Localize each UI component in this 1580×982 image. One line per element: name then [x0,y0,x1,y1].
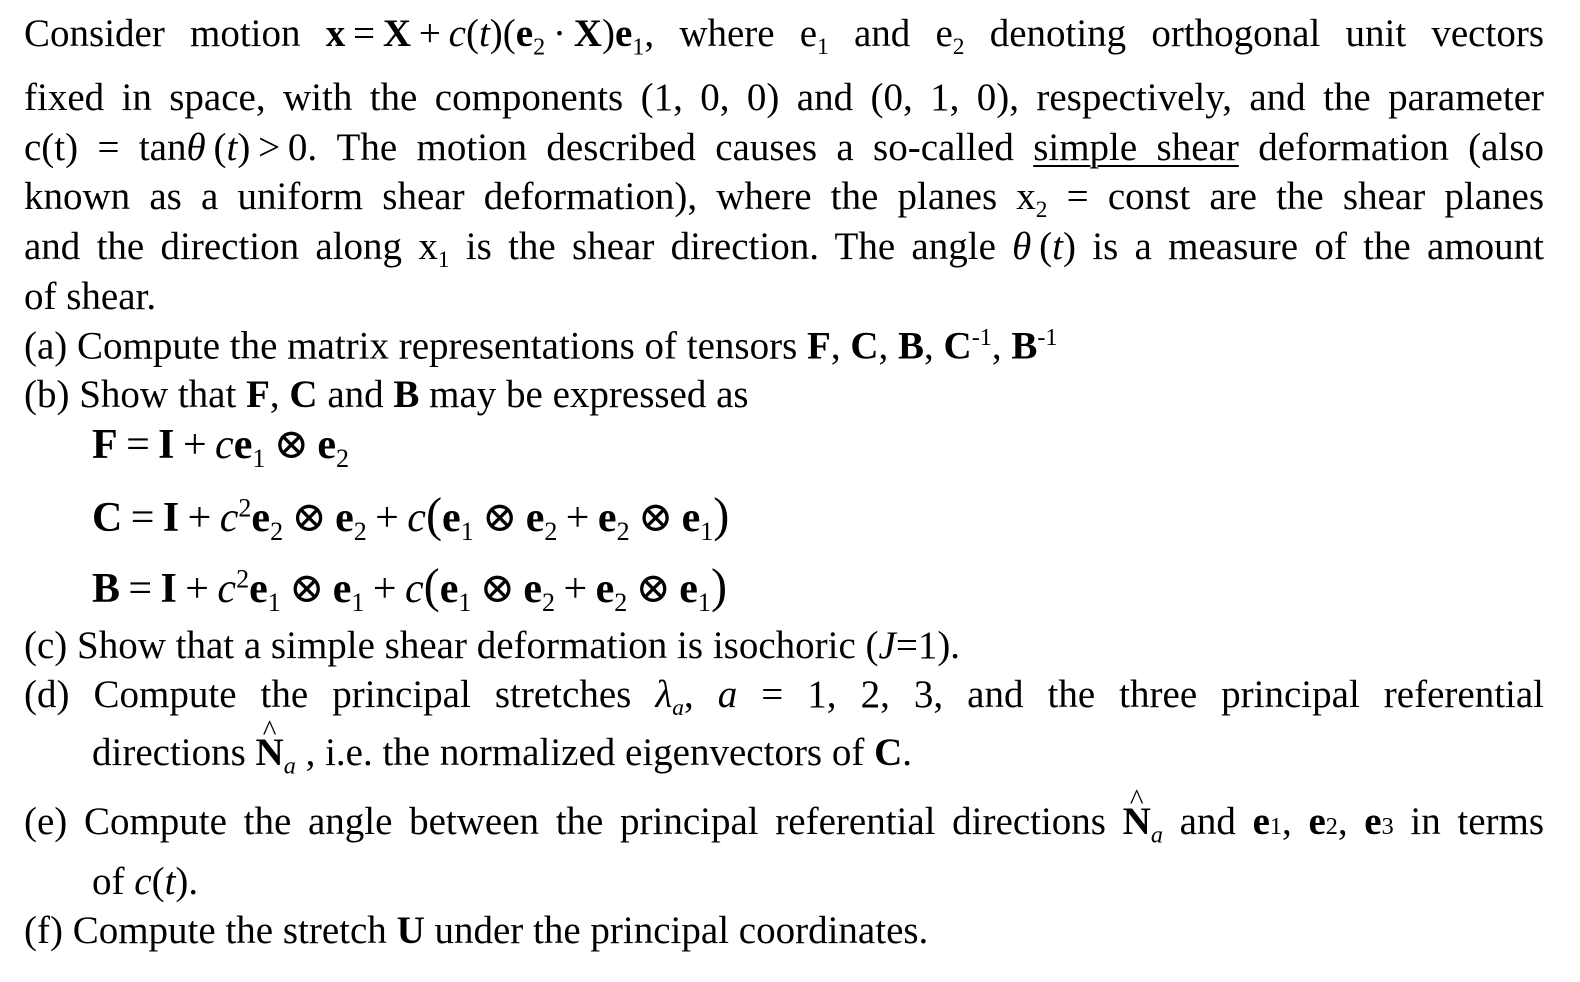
equation-C: $C = I + c^2e_2$ ⊗ $e_2 + c(e_1$ ⊗ $e_2 + e_2$ ⊗ $e_1$) [92,489,730,547]
part-a: (a) Compute the matrix representations of tensors F, C, B, $C^{-1}$, $B^{-1}$ [24,324,1058,368]
text-shear-direction: is the shear direction. The angle [449,225,1013,268]
part-d-line-2: directions ^ $N_a$ , i.e. the normalized eigenvectors of C. [92,733,912,779]
part-f: (f) Compute the stretch U under the principal coordinates. [24,909,929,952]
part-c: (c) Show that a simple shear deformation is isochoric (J=1). [24,624,961,667]
text-const: = const are the shear planes [1047,175,1544,218]
motion-equation: $x = X + c(t)(e_2 \cdot X)e_1$ [325,12,645,61]
text-c-t: c(t) = tan [24,126,187,169]
part-a-text: (a) Compute the matrix representations of tensors F, C, B, C [24,324,972,368]
text-where: , where e [644,12,818,55]
paragraph-line-3: c(t) = tanθ (t) > 0. The motion described causes a so-called simple shear deformation (also [24,126,1544,169]
paragraph-line-2: fixed in space, with the components (1, 0, 0) and (0, 1, 0), respectively, and the parameter [24,76,1544,119]
equation-F: $F = I + ce_1$ ⊗ $e_2$ [92,422,350,474]
part-e-line-2: of c(t). [92,860,199,903]
simple-shear-term: simple shear [1033,126,1239,169]
text-orthogonal: denoting orthogonal unit vectors [964,12,1544,55]
paragraph-line-6: of shear. [24,275,157,318]
text-motion-described: The motion described causes a so-called [317,126,1034,169]
paragraph-line-1: Consider motion $x = X + c(t)(e_2 \cdot X)e_1$, where $e_1$ and $e_2$ denoting orthogonal unit vectors [24,12,1544,61]
part-a-sup2: -1 [1037,324,1058,351]
text-deformation: deformation (also [1238,126,1544,169]
part-a-sup1: -1 [971,324,992,351]
text-direction-along: and the direction along x [24,225,438,268]
part-b: (b) Show that F, C and B may be expressed as [24,373,749,416]
part-e-line-1: (e) Compute the angle between the principal referential directions ^ $N_a$ and e1, e2, e3 in terms [24,802,1544,848]
text-known-as: known as a uniform shear deformation), where the planes x [24,175,1036,218]
paragraph-line-5: and the direction along $x_1$ is the shear direction. The angle θ (t) is a measure of the amount [24,225,1544,274]
part-d-line-1: (d) Compute the principal stretches $\lambda_a$, a = 1, 2, 3, and the three principal referential [24,673,1545,722]
text-consider-motion: Consider motion [24,12,326,55]
text-measure: is a measure of the amount [1075,225,1544,268]
text-and: and e [828,12,953,55]
paragraph-line-4: known as a uniform shear deformation), where the planes $x_2$ = const are the shear planes [24,175,1544,224]
equation-B: $B = I + c^2e_1$ ⊗ $e_1 + c(e_1$ ⊗ $e_2 + e_2$ ⊗ $e_1$) [92,560,728,618]
